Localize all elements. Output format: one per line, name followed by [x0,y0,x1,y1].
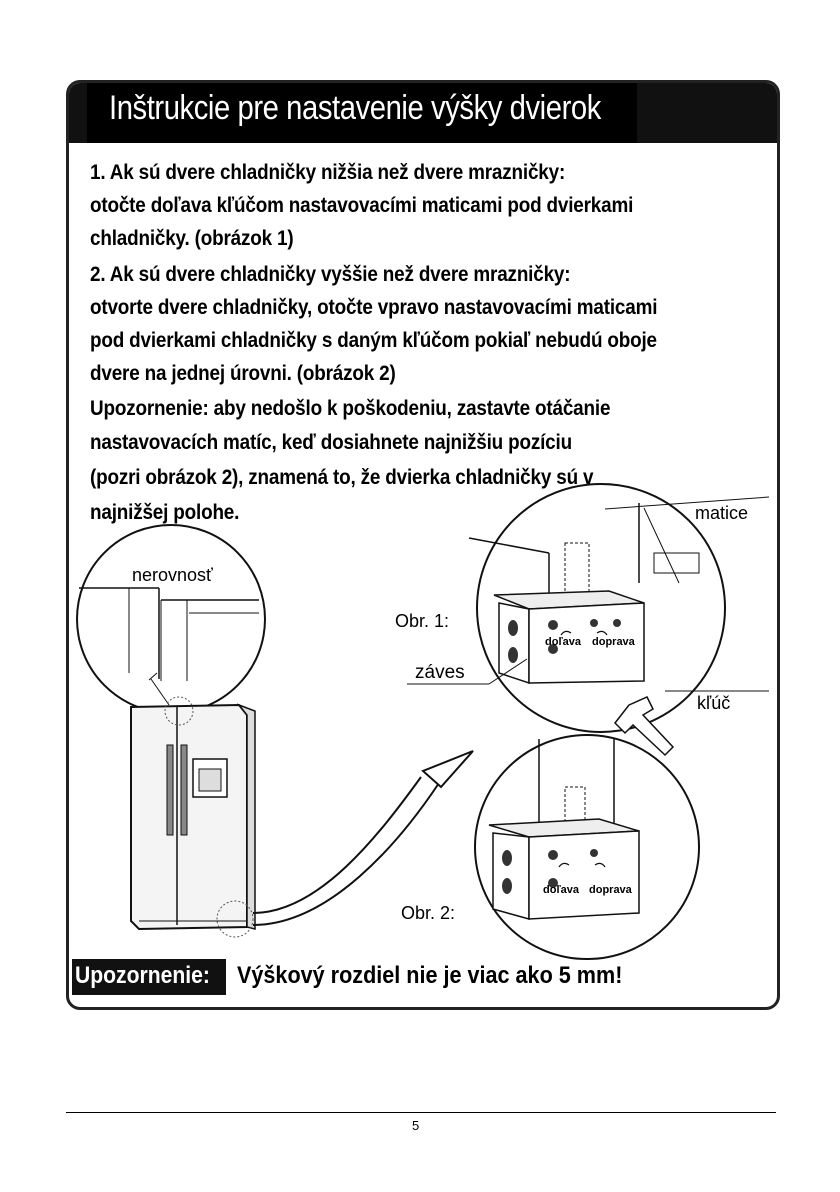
adjustment-diagram [69,83,777,1007]
label-dolava-1: doľava [545,636,582,648]
warning-label: Upozornenie: [75,962,210,989]
wrench-icon [615,697,673,755]
figure1-detail [469,484,725,732]
step1-heading: 1. Ak sú dvere chladničky nižšia než dvere mrazničky: [90,161,566,184]
step2-line2: pod dvierkami chladničky s daným kľúčom pokiaľ nebudú oboje [90,329,657,352]
page-title: Inštrukcie pre nastavenie výšky dvierok [109,89,601,127]
caution-line1: Upozornenie: aby nedošlo k poškodeniu, zastavte otáčanie [90,397,611,420]
label-obr1: Obr. 1: [395,611,450,631]
warning-label-box [72,959,226,995]
caution-line2: nastavovacích matíc, keď dosiahnete najnižšiu pozíciu [90,431,572,454]
footer-divider [66,1112,776,1113]
label-zaves: záves [415,662,465,683]
label-doprava-2: doprava [589,884,632,896]
label-doprava-1: doprava [592,636,635,648]
caution-line3: (pozri obrázok 2), znamená to, že dvierka chladničky sú v [90,466,594,489]
step1-line1: otočte doľava kľúčom nastavovacími maticami pod dvierkami [90,194,634,217]
step2-line1: otvorte dvere chladničky, otočte vpravo nastavovacími maticami [90,296,658,319]
step2-line3: dvere na jednej úrovni. (obrázok 2) [90,362,396,385]
instruction-panel [66,80,780,1010]
unevenness-detail [77,525,265,713]
label-kluc: kľúč [697,693,731,713]
label-nerovnost: nerovnosť [132,565,213,585]
caution-line4: najnižšej polohe. [90,501,240,524]
label-dolava-2: doľava [543,884,580,896]
step1-line2: chladničky. (obrázok 1) [90,227,294,250]
label-matice: matice [695,503,749,523]
refrigerator-illustration [131,697,255,937]
page-number: 5 [412,1118,420,1133]
step2-heading: 2. Ak sú dvere chladničky vyššie než dvere mrazničky: [90,263,571,286]
figure2-detail [475,735,699,959]
label-obr2: Obr. 2: [401,903,456,923]
warning-text: Výškový rozdiel nie je viac ako 5 mm! [237,962,623,989]
